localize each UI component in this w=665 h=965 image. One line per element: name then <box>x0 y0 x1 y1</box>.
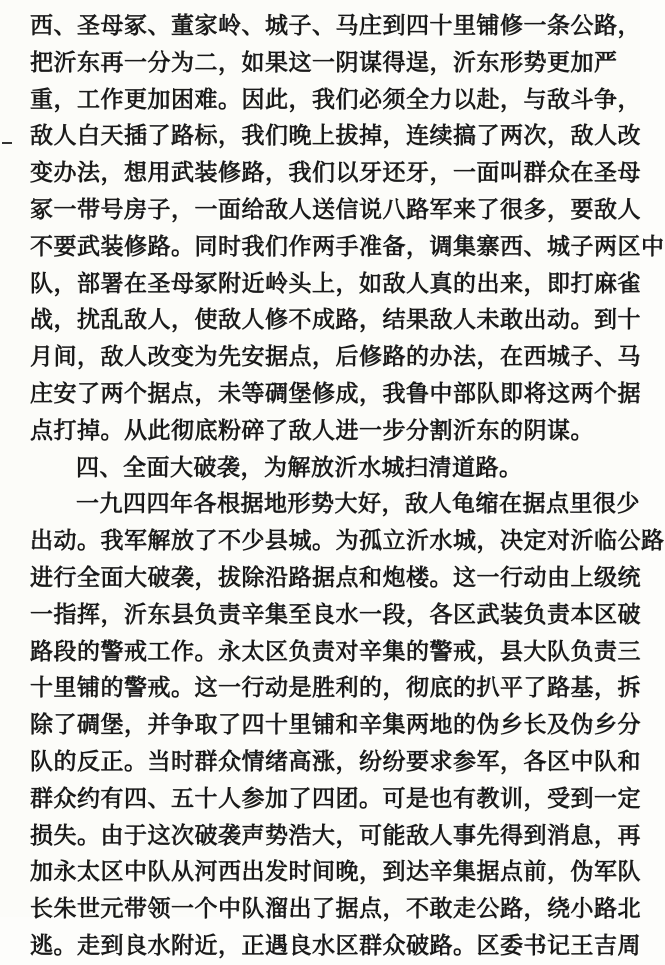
text-line: 长朱世元带领一个中队溜出了据点，不敢走公路，绕小路北 <box>30 895 641 923</box>
text-line: 逃。走到良水附近，正遇良水区群众破路。区委书记王吉周 <box>30 931 641 959</box>
text-line: 队，部署在圣母冢附近岭头上，如敌人真的出来，即打麻雀 <box>30 269 641 297</box>
text-line: 庄安了两个据点，未等碉堡修成，我鲁中部队即将这两个据 <box>30 379 641 407</box>
text-line: 月间，敌人改变为先安据点，后修路的办法，在西城子、马 <box>30 343 641 371</box>
text-line: 队的反正。当时群众情绪高涨，纷纷要求参军，各区中队和 <box>30 747 641 775</box>
body-text <box>30 8 665 965</box>
text-line: 出动。我军解放了不少县城。为孤立沂水城，决定对沂临公路 <box>30 527 665 555</box>
text-line: 路段的警戒工作。永太区负责对辛集的警戒，县大队负责三 <box>30 637 641 665</box>
text-line: 战，扰乱敌人，使敌人修不成路，结果敌人未敢出动。到十 <box>30 306 641 334</box>
text-line: 敌人白天插了路标，我们晚上拔掉，连续搞了两次，敌人改 <box>30 122 641 150</box>
text-line: 除了碉堡，并争取了四十里铺和辛集两地的伪乡长及伪乡分 <box>30 711 641 739</box>
text-line: 重，工作更加困难。因此，我们必须全力以赴，与敌斗争， <box>30 85 641 113</box>
text-line: 损失。由于这次破袭声势浩大，可能敌人事先得到消息，再 <box>30 821 641 849</box>
text-line: 点打掉。从此彻底粉碎了敌人进一步分割沂东的阴谋。 <box>30 416 594 444</box>
section-heading: 四、全面大破袭，为解放沂水城扫清道路。 <box>76 453 523 481</box>
text-line: 西、圣母冢、董家岭、城子、马庄到四十里铺修一条公路， <box>30 12 641 39</box>
text-line: 不要武装修路。同时我们作两手准备，调集寨西、城子两区中 <box>30 232 665 260</box>
text-line: 一指挥，沂东县负责辛集至良水一段，各区武装负责本区破 <box>30 600 641 628</box>
text-line: 群众约有四、五十人参加了四团。可是也有教训，受到一定 <box>30 784 641 812</box>
paragraph-first-line: 一九四四年各根据地形势大好，敌人龟缩在据点里很少 <box>76 490 640 518</box>
margin-mark <box>2 142 12 144</box>
text-line: 冢一带号房子，一面给敌人送信说八路军来了很多，要敌人 <box>30 195 641 223</box>
text-line: 十里铺的警戒。这一行动是胜利的，彻底的扒平了路基，拆 <box>30 674 641 702</box>
text-line: 加永太区中队从河西出发时间晚，到达辛集据点前，伪军队 <box>30 858 641 886</box>
text-line: 变办法，想用武装修路，我们以牙还牙，一面叫群众在圣母 <box>30 159 641 187</box>
text-line: 进行全面大破袭，拔除沿路据点和炮楼。这一行动由上级统 <box>30 563 641 591</box>
text-line: 把沂东再一分为二，如果这一阴谋得逞，沂东形势更加严 <box>30 48 618 76</box>
